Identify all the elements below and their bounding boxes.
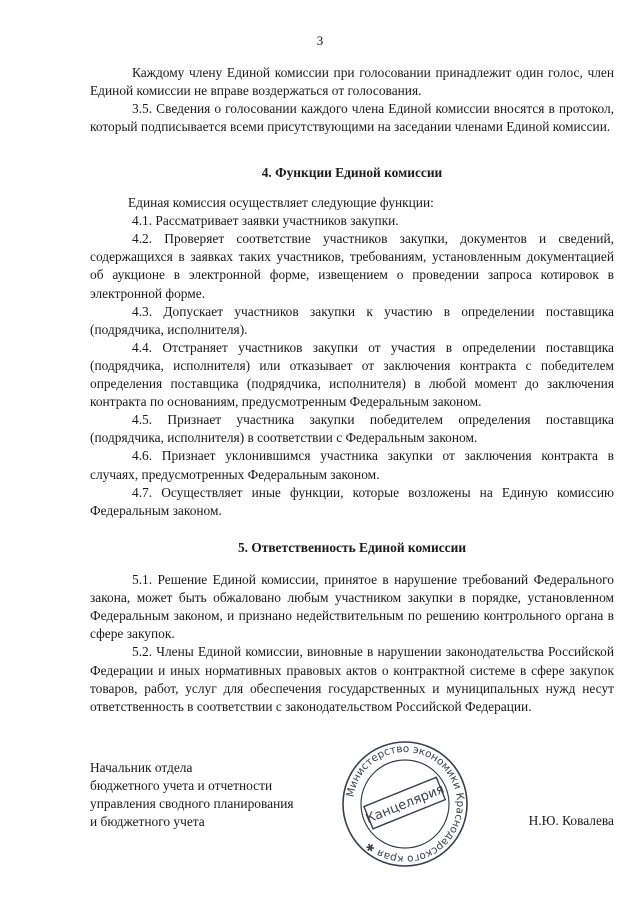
signature-title-line-2: бюджетного учета и отчетности: [90, 778, 273, 794]
signature-title-line-4: и бюджетного учета: [90, 814, 205, 830]
signature-title-line-1: Начальник отдела: [90, 760, 193, 775]
section-4-item-5: 4.5. Признает участника закупки победителем определения поставщика (подрядчика, исполнителя) в соответствии с Федеральным законом.: [90, 412, 614, 446]
section-5-item-1: 5.1. Решение Единой комиссии, принятое в нарушение требований Федерального закона, может быть обжаловано любым участником закупки в порядке, установленном Федеральным законом, и признано недействительным по решению контрольного органа в сфере закупок.: [90, 572, 614, 642]
stamp-ring-text: Министерство экономики Краснодарского края ✱: [344, 742, 467, 866]
section-4-item-4: 4.4. Отстраняет участников закупки от участия в определении поставщика (подрядчика, исполнителя) или отказывает от заключения контракта с победителем определения поставщика (подрядчика, исполнителя) в любой момент до заключения контракта по основаниям, предусмотренным Федеральным законом.: [90, 339, 614, 410]
section-4-item-7: 4.7. Осуществляет иные функции, которые возложены на Единую комиссию Федеральным законом.: [90, 484, 614, 518]
intro-block: [90, 64, 614, 136]
section-4-lead: Единая комиссия осуществляет следующие функции:: [128, 195, 434, 211]
section-4: [90, 164, 614, 520]
section-4-title: 4. Функции Единой комиссии: [261, 165, 443, 180]
section-5: [90, 539, 614, 716]
intro-paragraph-2: 3.5. Сведения о голосовании каждого члена Единой комиссии вносятся в протокол, который подписывается всеми присутствующими на заседании членами Единой комиссии.: [90, 101, 614, 135]
office-stamp: [340, 739, 470, 869]
signature-title-line-3: управления сводного планирования: [90, 796, 294, 812]
stamp-center-text: Канцелярия: [363, 781, 447, 828]
page-number: 3: [316, 33, 324, 48]
intro-paragraph-1: Каждому члену Единой комиссии при голосовании принадлежит один голос, член Единой комиссии не вправе воздержаться от голосования.: [90, 65, 614, 99]
section-4-item-6: 4.6. Признает уклонившимся участника закупки от заключения контракта в случаях, предусмотренных Федеральным законом.: [90, 448, 614, 482]
section-4-item-1: 4.1. Рассматривает заявки участников закупки.: [132, 213, 399, 229]
section-4-item-2: 4.2. Проверяет соответствие участников закупки, документов и сведений, содержащихся в заявках таких участников, требованиям, установленным документацией об аукционе в электронной форме, извещением о проведении запроса котировок в электронной форме.: [90, 231, 614, 301]
signature-block: [90, 759, 294, 831]
section-5-title: 5. Ответственность Единой комиссии: [237, 540, 467, 555]
section-5-item-2: 5.2. Члены Единой комиссии, виновные в нарушении законодательства Российской Федерации и иных нормативных правовых актов о контрактной системе в сфере закупок товаров, работ, услуг для обеспечения государственных и муниципальных нужд несут ответственность в соответствии с законодательством Российской Федерации.: [90, 644, 614, 714]
section-4-item-3: 4.3. Допускает участников закупки к участию в определении поставщика (подрядчика, исполнителя).: [90, 303, 614, 337]
signatory-name: Н.Ю. Ковалева: [528, 813, 614, 828]
